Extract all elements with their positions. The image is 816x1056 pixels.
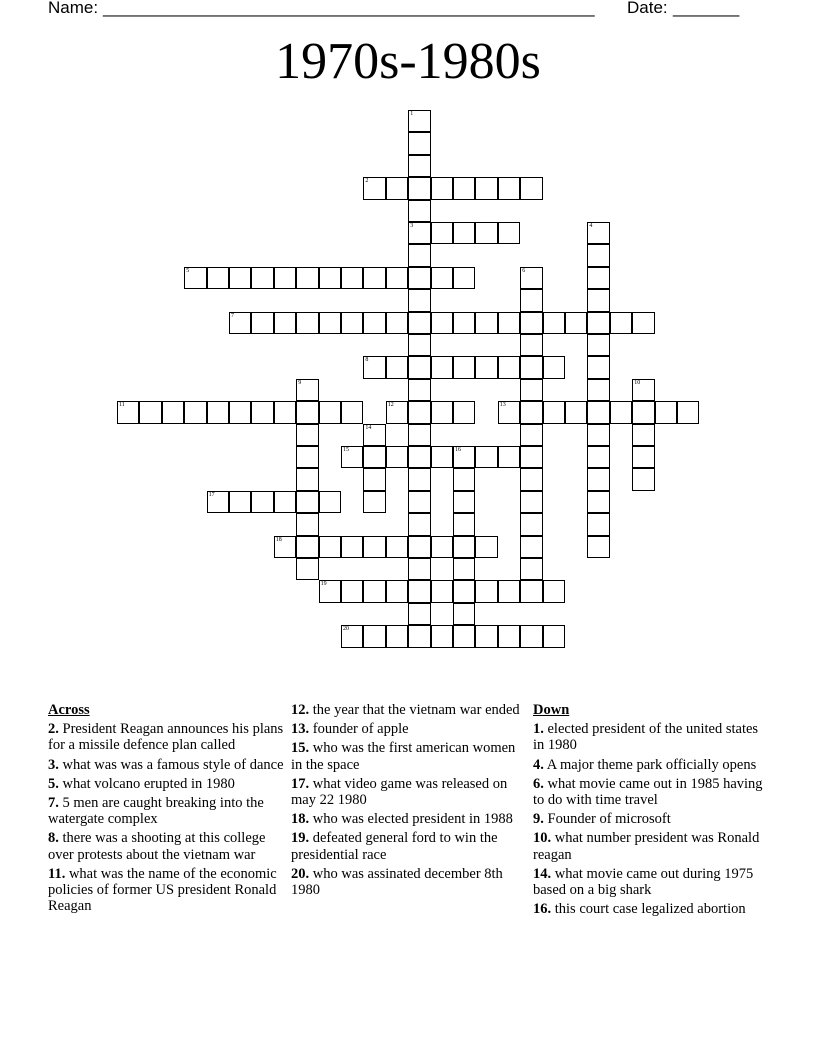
crossword-cell[interactable]	[207, 267, 229, 289]
crossword-cell[interactable]	[587, 267, 609, 289]
crossword-cell[interactable]	[319, 580, 341, 602]
crossword-cell[interactable]	[296, 513, 318, 535]
clue-number: 5.	[48, 775, 59, 792]
crossword-cell[interactable]	[408, 155, 430, 177]
crossword-cell[interactable]	[386, 446, 408, 468]
crossword-cell[interactable]	[475, 446, 497, 468]
crossword-cell[interactable]	[677, 401, 699, 423]
date-label: Date:	[627, 0, 668, 17]
crossword-cell[interactable]	[431, 536, 453, 558]
crossword-cell[interactable]	[341, 446, 363, 468]
clue-item	[291, 811, 527, 827]
crossword-cell[interactable]	[363, 177, 385, 199]
clue-text: who was elected president in 1988	[309, 811, 513, 828]
crossword-cell[interactable]	[587, 312, 609, 334]
clue-item	[291, 740, 527, 772]
crossword-cell[interactable]	[408, 468, 430, 490]
clue-text: there was a shooting at this college over protests about the vietnam war	[48, 830, 266, 863]
clue-text: A major theme park officially opens	[543, 756, 757, 773]
crossword-cell[interactable]	[408, 603, 430, 625]
crossword-cell[interactable]	[408, 289, 430, 311]
crossword-cell[interactable]	[453, 401, 475, 423]
crossword-cell[interactable]	[632, 446, 654, 468]
crossword-cell[interactable]	[520, 356, 542, 378]
crossword-cell[interactable]	[319, 312, 341, 334]
crossword-cell[interactable]	[453, 558, 475, 580]
clue-text: President Reagan announces his plans for a missile defence plan called	[48, 721, 284, 754]
crossword-cell[interactable]	[587, 468, 609, 490]
clue-item	[533, 811, 769, 827]
clue-text: what was the name of the economic policies of former US president Ronald Reagan	[48, 865, 277, 915]
clue-number: 8.	[48, 830, 59, 847]
crossword-cell[interactable]	[408, 424, 430, 446]
crossword-cell[interactable]	[587, 289, 609, 311]
clue-text: this court case legalized abortion	[551, 901, 746, 918]
cell-number: 19	[320, 581, 327, 588]
crossword-cell[interactable]	[363, 356, 385, 378]
crossword-cell[interactable]	[408, 513, 430, 535]
clue-text: what number president was Ronald reagan	[533, 830, 760, 863]
clue-item	[533, 721, 769, 753]
crossword-cell[interactable]	[453, 356, 475, 378]
clue-number: 9.	[533, 811, 544, 828]
crossword-cell[interactable]	[498, 312, 520, 334]
crossword-cell[interactable]	[296, 491, 318, 513]
cell-number: 16	[455, 447, 461, 453]
crossword-cell[interactable]	[296, 267, 318, 289]
crossword-cell[interactable]	[431, 177, 453, 199]
crossword-cell[interactable]	[543, 401, 565, 423]
crossword-cell[interactable]	[207, 491, 229, 513]
crossword-cell[interactable]	[251, 267, 273, 289]
crossword-cell[interactable]	[207, 401, 229, 423]
crossword-cell[interactable]	[475, 536, 497, 558]
crossword-cell[interactable]	[408, 244, 430, 266]
crossword-cell[interactable]	[319, 267, 341, 289]
crossword-cell[interactable]	[565, 401, 587, 423]
cell-number: 18	[275, 536, 282, 543]
clue-section-heading: Across	[48, 702, 90, 718]
crossword-cell[interactable]	[520, 424, 542, 446]
clue-number: 4.	[533, 756, 544, 773]
crossword-cell[interactable]	[296, 558, 318, 580]
crossword-cell[interactable]	[363, 312, 385, 334]
crossword-cell[interactable]	[408, 110, 430, 132]
crossword-cell[interactable]	[587, 379, 609, 401]
crossword-cell[interactable]	[363, 625, 385, 647]
crossword-cell[interactable]	[341, 580, 363, 602]
crossword-cell[interactable]	[475, 222, 497, 244]
crossword-cell[interactable]	[319, 536, 341, 558]
crossword-cell[interactable]	[408, 267, 430, 289]
crossword-cell[interactable]	[543, 625, 565, 647]
crossword-cell[interactable]	[363, 267, 385, 289]
clue-text: what movie came out in 1985 having to do with time travel	[533, 775, 763, 809]
crossword-cell[interactable]	[453, 267, 475, 289]
crossword-cell[interactable]	[632, 468, 654, 490]
clue-item	[533, 866, 769, 898]
page-title: 1970s-1980s	[275, 33, 541, 90]
crossword-cell[interactable]	[274, 536, 296, 558]
cell-number: 20	[343, 626, 349, 633]
crossword-cell[interactable]	[363, 536, 385, 558]
crossword-cell[interactable]	[453, 312, 475, 334]
crossword-cell[interactable]	[498, 625, 520, 647]
crossword-cell[interactable]	[498, 401, 520, 423]
crossword-cell[interactable]	[520, 379, 542, 401]
crossword-cell[interactable]	[520, 267, 542, 289]
cell-number: 4	[589, 223, 593, 229]
crossword-cell[interactable]	[520, 625, 542, 647]
crossword-cell[interactable]	[431, 222, 453, 244]
clue-item	[48, 830, 284, 862]
clue-item	[48, 721, 284, 753]
crossword-cell[interactable]	[431, 625, 453, 647]
clue-number: 17.	[291, 775, 310, 792]
crossword-cell[interactable]	[587, 513, 609, 535]
clue-column-1	[48, 702, 284, 917]
crossword-cell[interactable]	[296, 446, 318, 468]
clue-item	[291, 702, 527, 718]
crossword-cell[interactable]	[341, 536, 363, 558]
crossword-cell[interactable]	[408, 334, 430, 356]
crossword-cell[interactable]	[498, 580, 520, 602]
clue-column-3	[533, 702, 769, 920]
clue-number: 1.	[533, 721, 544, 738]
clue-text: who was assinated december 8th 1980	[291, 865, 503, 899]
crossword-cell[interactable]	[587, 334, 609, 356]
clue-text: what movie came out during 1975 based on a big shark	[533, 865, 754, 899]
crossword-cell[interactable]	[587, 491, 609, 513]
crossword-cell[interactable]	[408, 625, 430, 647]
crossword-cell[interactable]	[475, 177, 497, 199]
crossword-cell[interactable]	[587, 356, 609, 378]
crossword-cell[interactable]	[296, 379, 318, 401]
cell-number: 8	[365, 357, 369, 364]
crossword-cell[interactable]	[408, 132, 430, 154]
clue-item	[291, 721, 527, 737]
crossword-cell[interactable]	[408, 580, 430, 602]
crossword-cell[interactable]	[162, 401, 184, 423]
crossword-cell[interactable]	[453, 603, 475, 625]
clue-text: 5 men are caught breaking into the watergate complex	[48, 795, 264, 828]
crossword-cell[interactable]	[363, 468, 385, 490]
clue-item	[291, 776, 527, 808]
crossword-cell[interactable]	[296, 536, 318, 558]
crossword-cell[interactable]	[319, 491, 341, 513]
crossword-cell[interactable]	[520, 177, 542, 199]
crossword-cell[interactable]	[386, 580, 408, 602]
clue-number: 14.	[533, 865, 552, 882]
crossword-cell[interactable]	[520, 536, 542, 558]
crossword-cell[interactable]	[319, 401, 341, 423]
crossword-cell[interactable]	[610, 312, 632, 334]
clue-number: 7.	[48, 795, 59, 812]
clue-column-2	[291, 702, 527, 901]
clue-item	[48, 757, 284, 773]
clue-item	[291, 830, 527, 862]
clue-number: 20.	[291, 865, 310, 882]
crossword-cell[interactable]	[610, 401, 632, 423]
crossword-cell[interactable]	[431, 580, 453, 602]
crossword-cell[interactable]	[229, 401, 251, 423]
clue-number: 16.	[533, 901, 552, 918]
crossword-cell[interactable]	[498, 177, 520, 199]
crossword-cell[interactable]	[655, 401, 677, 423]
crossword-cell[interactable]	[296, 424, 318, 446]
crossword-cell[interactable]	[632, 312, 654, 334]
cell-number: 14	[365, 424, 372, 431]
crossword-cell[interactable]	[543, 312, 565, 334]
crossword-cell[interactable]	[475, 625, 497, 647]
clue-item	[533, 776, 769, 808]
crossword-cell[interactable]	[386, 625, 408, 647]
clue-item	[48, 776, 284, 792]
name-label: Name:	[48, 0, 99, 17]
crossword-cell[interactable]	[229, 491, 251, 513]
clue-number: 19.	[291, 830, 310, 847]
crossword-cell[interactable]	[184, 267, 206, 289]
clue-number: 11.	[48, 865, 66, 882]
crossword-cell[interactable]	[453, 625, 475, 647]
cell-number: 2	[365, 178, 369, 185]
clue-number: 10.	[533, 830, 552, 847]
name-line: ____________________________________________________	[103, 0, 595, 17]
clue-text: the year that the vietnam war ended	[309, 702, 520, 718]
crossword-cell[interactable]	[431, 356, 453, 378]
crossword-cell[interactable]	[498, 356, 520, 378]
crossword-cell[interactable]	[184, 401, 206, 423]
crossword-cell[interactable]	[453, 446, 475, 468]
crossword-cell[interactable]	[520, 580, 542, 602]
crossword-cell[interactable]	[475, 356, 497, 378]
crossword-cell[interactable]	[587, 536, 609, 558]
crossword-cell[interactable]	[274, 491, 296, 513]
crossword-cell[interactable]	[453, 513, 475, 535]
crossword-cell[interactable]	[632, 379, 654, 401]
clue-item	[48, 866, 284, 915]
clue-item	[533, 757, 769, 773]
crossword-cell[interactable]	[386, 356, 408, 378]
crossword-cell[interactable]	[296, 312, 318, 334]
crossword-cell[interactable]	[520, 446, 542, 468]
crossword-cell[interactable]	[251, 491, 273, 513]
crossword-cell[interactable]	[341, 625, 363, 647]
crossword-cell[interactable]	[498, 446, 520, 468]
crossword-cell[interactable]	[408, 356, 430, 378]
clue-item	[48, 795, 284, 827]
clue-number: 18.	[291, 811, 310, 828]
crossword-cell[interactable]	[498, 222, 520, 244]
cell-number: 17	[208, 491, 215, 498]
clue-item	[533, 830, 769, 862]
crossword-cell[interactable]	[632, 424, 654, 446]
crossword-cell[interactable]	[453, 536, 475, 558]
crossword-cell[interactable]	[587, 244, 609, 266]
cell-number: 12	[387, 402, 394, 409]
date-line: _______	[673, 0, 740, 17]
crossword-cell[interactable]	[341, 267, 363, 289]
cell-number: 3	[410, 223, 414, 229]
clue-number: 13.	[291, 721, 310, 738]
crossword-cell[interactable]	[386, 536, 408, 558]
crossword-cell[interactable]	[408, 558, 430, 580]
clue-text: elected president of the united states in 1980	[533, 721, 759, 754]
crossword-cell[interactable]	[520, 401, 542, 423]
crossword-cell[interactable]	[251, 401, 273, 423]
crossword-cell[interactable]	[274, 312, 296, 334]
clue-number: 2.	[48, 721, 59, 738]
clue-number: 15.	[291, 740, 310, 757]
crossword-cell[interactable]	[453, 222, 475, 244]
clue-number: 3.	[48, 756, 59, 773]
crossword-cell[interactable]	[520, 491, 542, 513]
crossword-cell[interactable]	[475, 312, 497, 334]
crossword-cell[interactable]	[431, 446, 453, 468]
crossword-cell[interactable]	[363, 580, 385, 602]
cell-number: 6	[522, 267, 526, 274]
crossword-cell[interactable]	[408, 200, 430, 222]
crossword-cell[interactable]	[632, 401, 654, 423]
crossword-cell[interactable]	[453, 468, 475, 490]
clue-item	[533, 901, 769, 917]
clue-text: defeated general ford to win the presidential race	[291, 830, 498, 863]
cell-number: 11	[119, 402, 125, 409]
clue-text: what volcano erupted in 1980	[58, 775, 235, 792]
crossword-cell[interactable]	[520, 334, 542, 356]
crossword-cell[interactable]	[341, 312, 363, 334]
crossword-cell[interactable]	[543, 580, 565, 602]
crossword-cell[interactable]	[587, 424, 609, 446]
clue-section-heading: Down	[533, 702, 570, 718]
crossword-cell[interactable]	[408, 491, 430, 513]
crossword-cell[interactable]	[431, 267, 453, 289]
crossword-cell[interactable]	[408, 401, 430, 423]
crossword-cell[interactable]	[453, 580, 475, 602]
clue-text: who was the first american women in the space	[291, 740, 516, 773]
crossword-cell[interactable]	[386, 177, 408, 199]
cell-number: 9	[298, 379, 302, 386]
crossword-cell[interactable]	[229, 267, 251, 289]
clue-text: what video game was released on may 22 1980	[291, 775, 508, 809]
cell-number: 15	[343, 447, 349, 453]
crossword-cell[interactable]	[341, 401, 363, 423]
crossword-cell[interactable]	[408, 379, 430, 401]
crossword-cell[interactable]	[408, 536, 430, 558]
crossword-cell[interactable]	[386, 267, 408, 289]
clue-text: founder of apple	[309, 721, 409, 738]
crossword-cell[interactable]	[386, 312, 408, 334]
clue-number: 12.	[291, 702, 310, 718]
crossword-cell[interactable]	[543, 356, 565, 378]
crossword-cell[interactable]	[565, 312, 587, 334]
crossword-cell[interactable]	[520, 513, 542, 535]
crossword-cell[interactable]	[363, 424, 385, 446]
cell-number: 13	[499, 402, 506, 409]
crossword-cell[interactable]	[296, 401, 318, 423]
crossword-cell[interactable]	[296, 468, 318, 490]
crossword-cell[interactable]	[408, 312, 430, 334]
crossword-cell[interactable]	[251, 312, 273, 334]
crossword-cell[interactable]	[363, 491, 385, 513]
crossword-cell[interactable]	[475, 580, 497, 602]
crossword-cell[interactable]	[274, 401, 296, 423]
cell-number: 1	[410, 111, 414, 117]
crossword-cell[interactable]	[363, 446, 385, 468]
crossword-cell[interactable]	[587, 222, 609, 244]
crossword-cell[interactable]	[520, 312, 542, 334]
crossword-cell[interactable]	[274, 267, 296, 289]
crossword-cell[interactable]	[431, 401, 453, 423]
cell-number: 7	[231, 312, 234, 319]
crossword-cell[interactable]	[587, 446, 609, 468]
crossword-cell[interactable]	[408, 446, 430, 468]
crossword-cell[interactable]	[386, 401, 408, 423]
clue-text: what was was a famous style of dance	[58, 756, 284, 773]
crossword-cell[interactable]	[408, 222, 430, 244]
cell-number: 5	[186, 267, 190, 274]
crossword-cell[interactable]	[139, 401, 161, 423]
crossword-cell[interactable]	[520, 289, 542, 311]
clue-item	[291, 866, 527, 898]
crossword-cell[interactable]	[408, 177, 430, 199]
clue-number: 6.	[533, 775, 544, 792]
crossword-cell[interactable]	[431, 312, 453, 334]
cell-number: 10	[634, 379, 641, 386]
crossword-cell[interactable]	[453, 177, 475, 199]
crossword-cell[interactable]	[229, 312, 251, 334]
crossword-cell[interactable]	[117, 401, 139, 423]
crossword-cell[interactable]	[453, 491, 475, 513]
crossword-cell[interactable]	[587, 401, 609, 423]
crossword-cell[interactable]	[520, 558, 542, 580]
crossword-cell[interactable]	[520, 468, 542, 490]
clue-text: Founder of microsoft	[543, 811, 671, 828]
